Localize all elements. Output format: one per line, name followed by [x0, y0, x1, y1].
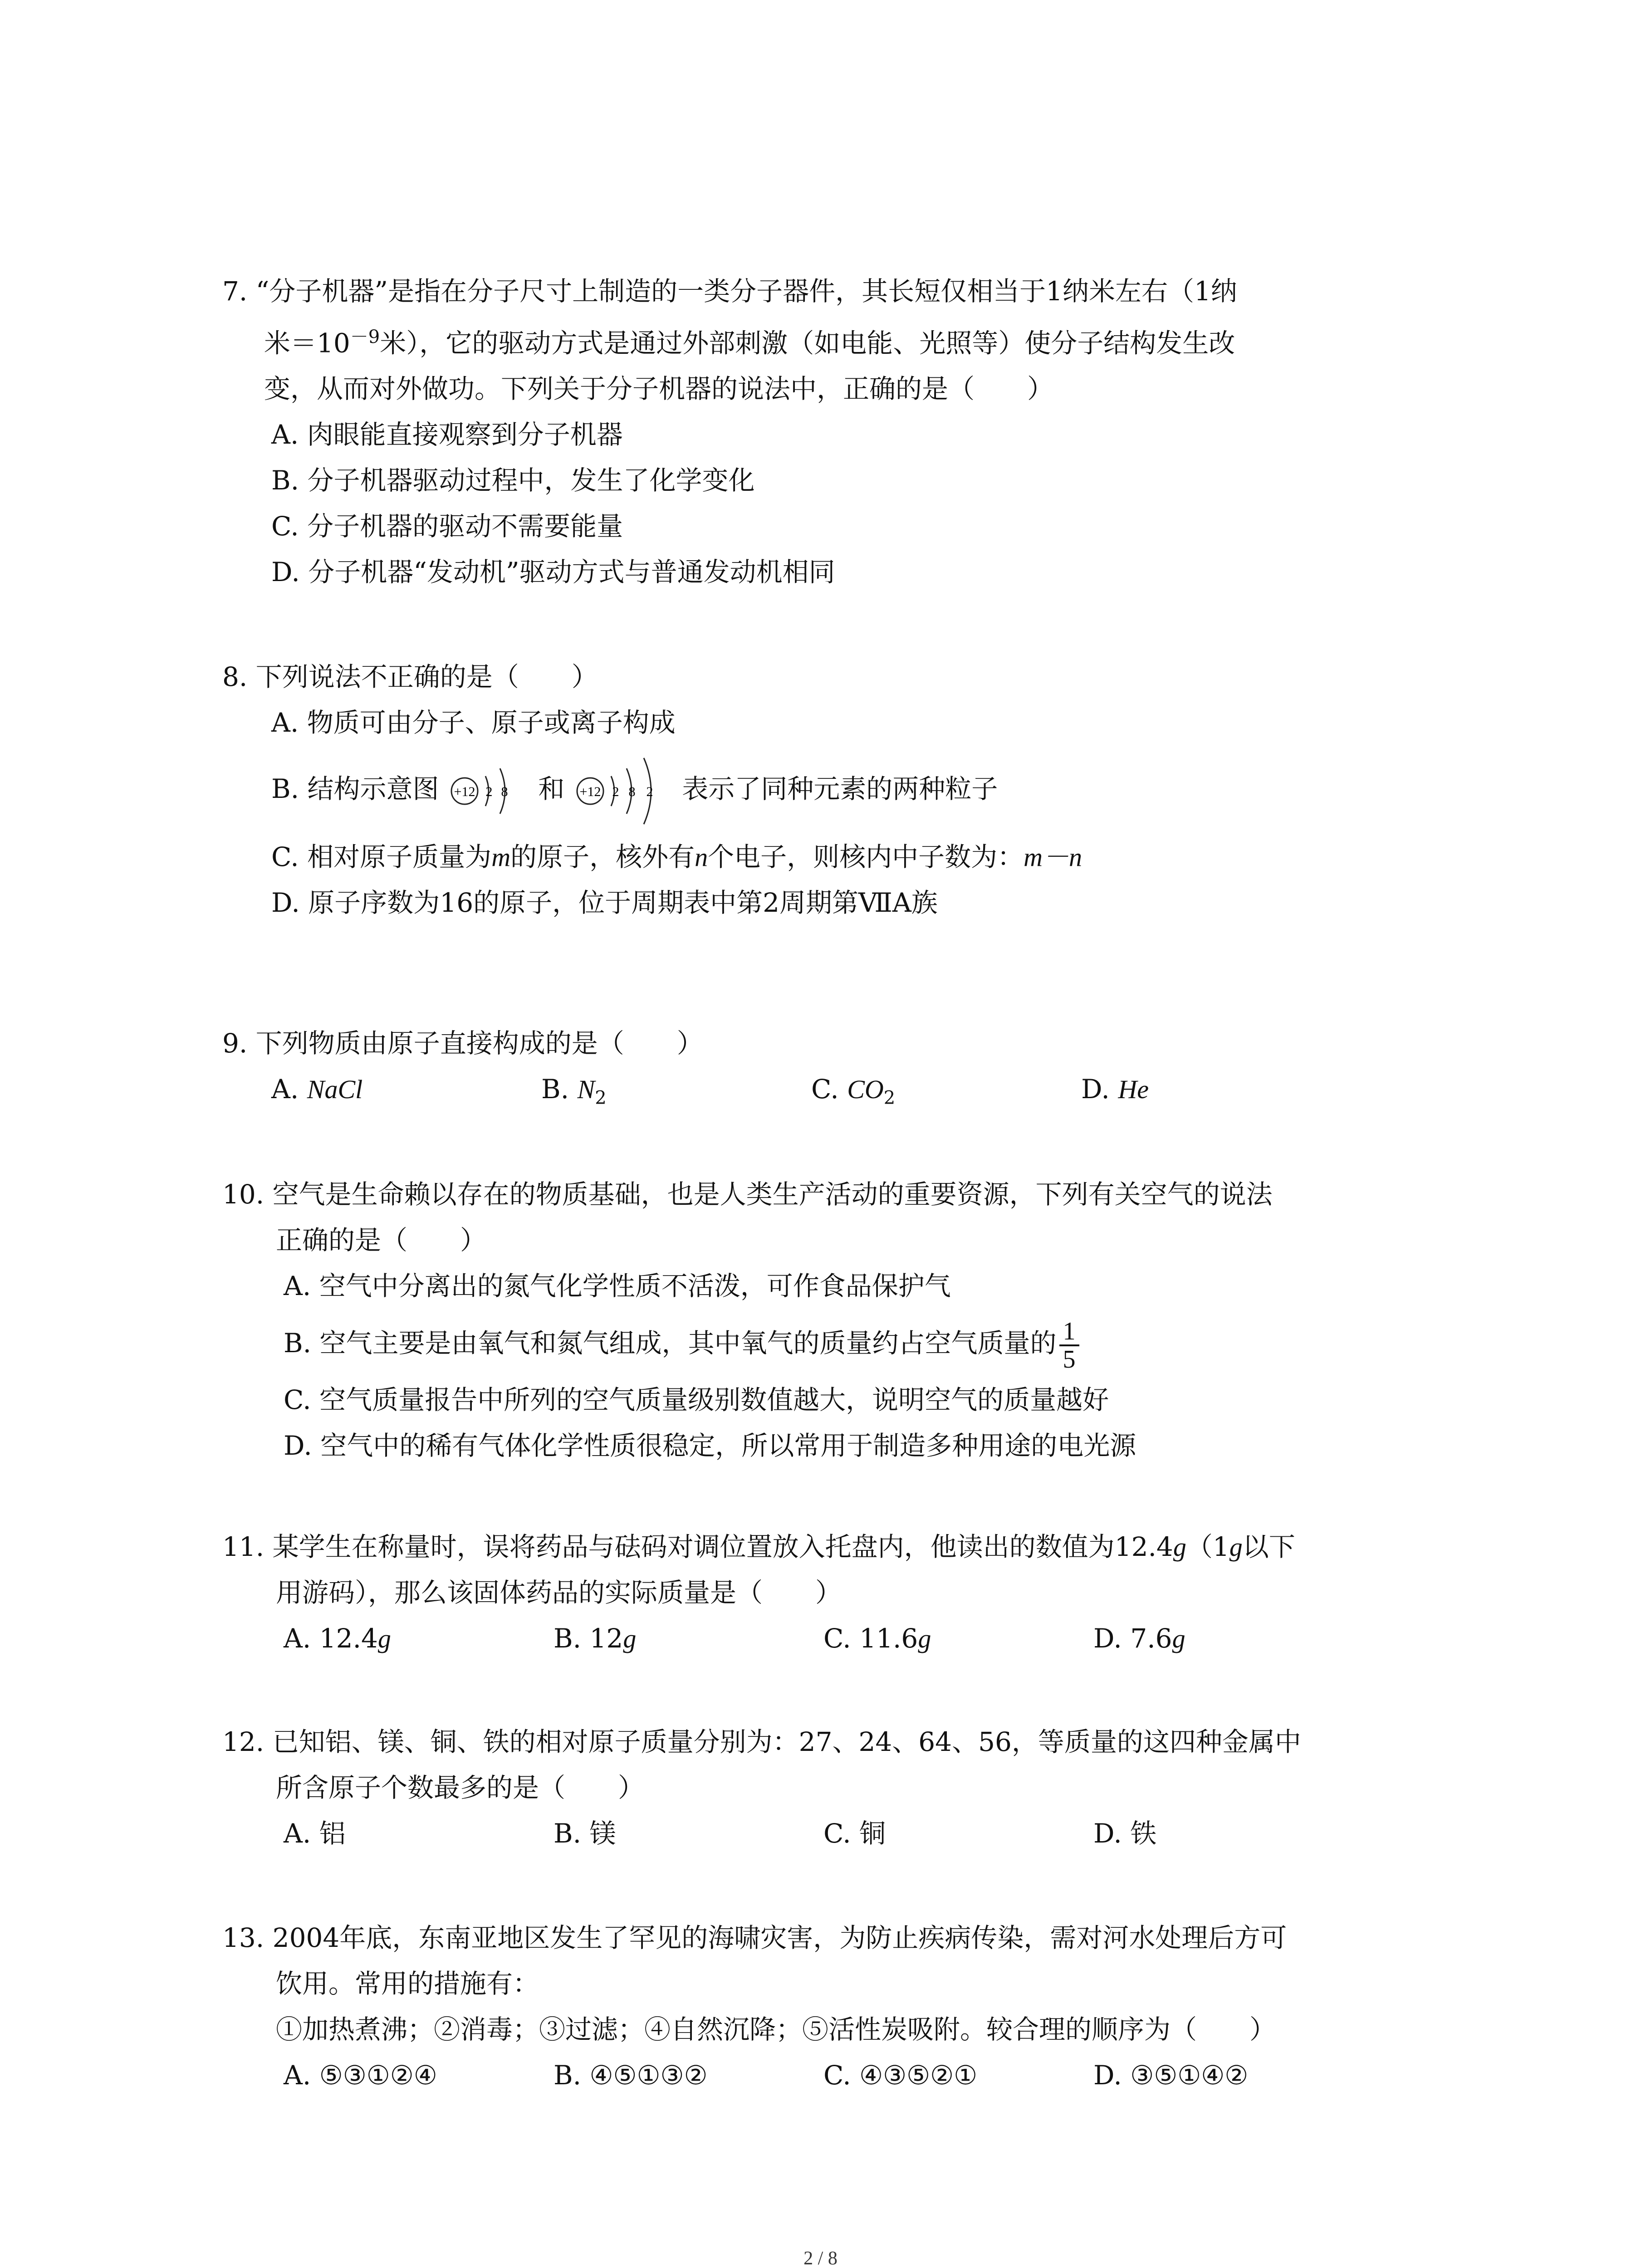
- question-7: [222, 269, 1456, 595]
- formula: CO: [847, 1075, 884, 1104]
- option-text: C. 相对原子质量为: [271, 841, 492, 872]
- option-label: A.: [271, 1074, 299, 1105]
- option-a: A. 肉眼能直接观察到分子机器: [271, 419, 623, 450]
- option-a: A. ⑤③①②④: [284, 2060, 437, 2091]
- unit: g: [1229, 1532, 1243, 1562]
- option-label: C.: [811, 1074, 839, 1105]
- formula: NaCl: [307, 1075, 363, 1104]
- option-value: 12: [589, 1623, 623, 1654]
- question-10: [222, 1172, 1456, 1469]
- page-number: 2 / 8: [803, 2248, 838, 2268]
- shell-electrons: 2: [646, 784, 653, 799]
- option-text: 表示了同种元素的两种粒子: [682, 773, 998, 804]
- stem-text: 米），它的驱动方式是通过外部刺激（如电能、光照等）使分子结构发生改: [380, 327, 1235, 359]
- expression: m－n: [1024, 842, 1082, 872]
- question-stem-line: 饮用。常用的措施有：: [276, 1968, 539, 1999]
- question-stem-line: 7. “分子机器”是指在分子尺寸上制造的一类分子器件，其长短仅相当于1纳米左右（1纳: [222, 276, 1237, 307]
- option-a: [284, 1616, 554, 1662]
- question-12: [222, 1719, 1456, 1857]
- question-stem-line: 所含原子个数最多的是（ ）: [276, 1772, 645, 1803]
- formula: N: [577, 1075, 595, 1104]
- question-stem-line: 用游码），那么该固体药品的实际质量是（ ）: [276, 1577, 842, 1608]
- option-b: B. 镁: [554, 1818, 616, 1849]
- shell-electrons: 2: [612, 784, 619, 799]
- stem-text: 以下: [1242, 1531, 1295, 1562]
- shell-electrons: 2: [485, 784, 493, 799]
- question-stem-line: 变，从而对外做功。下列关于分子机器的说法中，正确的是（ ）: [264, 373, 1054, 405]
- question-stem: 8. 下列说法不正确的是（ ）: [222, 661, 598, 692]
- option-text: 和: [538, 773, 565, 804]
- options-row: [222, 1066, 1456, 1121]
- option-label: D.: [1093, 1623, 1131, 1654]
- question-stem: 9. 下列物质由原子直接构成的是（ ）: [222, 1028, 703, 1059]
- option-d: D. 铁: [1093, 1818, 1157, 1849]
- options-row: [222, 1616, 1456, 1662]
- exponent: －9: [350, 327, 380, 347]
- option-value: 12.4: [319, 1623, 378, 1654]
- option-a: A. 铝: [284, 1818, 346, 1849]
- option-b: [554, 1616, 823, 1662]
- option-d: [1081, 1066, 1351, 1121]
- option-b: [541, 1066, 811, 1121]
- unit: g: [377, 1624, 391, 1653]
- atom-structure-diagram-1: [450, 748, 527, 834]
- option-d: D. 原子序数为16的原子，位于周期表中第2周期第ⅦA族: [271, 887, 938, 918]
- option-value: 11.6: [859, 1623, 918, 1654]
- option-b: [222, 1309, 1456, 1377]
- options-row: [222, 2053, 1456, 2098]
- option-c: C. ④③⑤②①: [823, 2060, 978, 2091]
- subscript: 2: [595, 1087, 607, 1109]
- fraction: [1059, 1318, 1079, 1373]
- question-stem-line: [222, 1524, 1456, 1570]
- options-row: [222, 1811, 1456, 1857]
- unit: g: [623, 1624, 637, 1653]
- question-stem-line: 正确的是（ ）: [276, 1225, 487, 1256]
- option-text: 的原子，核外有: [510, 841, 695, 872]
- question-stem-line: ①加热煮沸；②消毒；③过滤；④自然沉降；⑤活性炭吸附。较合理的顺序为（ ）: [276, 2014, 1276, 2045]
- unit: g: [1173, 1532, 1186, 1562]
- shell-electrons: 8: [501, 784, 508, 799]
- nucleus-charge: +12: [579, 784, 601, 799]
- question-8: [222, 654, 1456, 926]
- option-d: D. 空气中的稀有气体化学性质很稳定，所以常用于制造多种用途的电光源: [284, 1430, 1136, 1461]
- option-label: B.: [554, 1623, 590, 1654]
- option-a: [271, 1066, 541, 1121]
- stem-text: 11. 某学生在称量时，误将药品与砝码对调位置放入托盘内，他读出的数值为12.4: [222, 1531, 1173, 1562]
- option-c: C. 分子机器的驱动不需要能量: [271, 511, 623, 542]
- question-11: [222, 1524, 1456, 1662]
- option-d: D. ③⑤①④②: [1093, 2060, 1249, 2091]
- option-a: A. 空气中分离出的氮气化学性质不活泼，可作食品保护气: [284, 1271, 951, 1301]
- option-b: [222, 746, 1456, 834]
- numerator: 1: [1059, 1318, 1079, 1346]
- question-9: [222, 1021, 1456, 1121]
- option-d: D. 分子机器“发动机”驱动方式与普通发动机相同: [271, 557, 835, 588]
- unit: g: [1172, 1624, 1185, 1653]
- variable-m: m: [491, 842, 511, 872]
- option-c: [823, 1616, 1093, 1662]
- question-stem-line: [222, 314, 1456, 366]
- option-b: B. ④⑤①③②: [554, 2060, 708, 2091]
- option-text: B. 结构示意图: [271, 773, 439, 804]
- option-value: 7.6: [1130, 1623, 1172, 1654]
- question-stem-line: 10. 空气是生命赖以存在的物质基础，也是人类生产活动的重要资源，下列有关空气的说法: [222, 1179, 1273, 1210]
- option-d: [1093, 1616, 1363, 1662]
- option-label: D.: [1081, 1074, 1110, 1105]
- option-c: [222, 834, 1456, 880]
- unit: g: [918, 1624, 931, 1653]
- option-b: B. 分子机器驱动过程中，发生了化学变化: [271, 465, 755, 496]
- denominator: 5: [1063, 1345, 1076, 1374]
- option-text: 个电子，则核内中子数为：: [708, 841, 1024, 872]
- stem-text: 米＝10: [264, 327, 350, 359]
- option-label: C.: [823, 1623, 860, 1654]
- atom-structure-diagram-2: [576, 748, 671, 834]
- formula: He: [1118, 1075, 1149, 1104]
- nucleus-charge: +12: [454, 784, 475, 799]
- stem-text: （1: [1186, 1531, 1230, 1562]
- option-c: [811, 1066, 1081, 1121]
- question-stem-line: 12. 已知铝、镁、铜、铁的相对原子质量分别为：27、24、64、56，等质量的这四种金属中: [222, 1726, 1301, 1757]
- option-c: C. 空气质量报告中所列的空气质量级别数值越大，说明空气的质量越好: [284, 1384, 1109, 1415]
- variable-n: n: [695, 842, 708, 872]
- question-stem-line: 13. 2004年底，东南亚地区发生了罕见的海啸灾害，为防止疾病传染，需对河水处理后方可: [222, 1922, 1287, 1953]
- question-13: [222, 1915, 1456, 2098]
- option-label: B.: [541, 1074, 569, 1105]
- option-c: C. 铜: [823, 1818, 886, 1849]
- shell-electrons: 8: [628, 784, 636, 799]
- option-a: A. 物质可由分子、原子或离子构成: [271, 707, 676, 738]
- subscript: 2: [883, 1087, 896, 1109]
- option-label: A.: [284, 1623, 319, 1654]
- option-text: B. 空气主要是由氧气和氮气组成，其中氧气的质量约占空气质量的: [284, 1328, 1057, 1359]
